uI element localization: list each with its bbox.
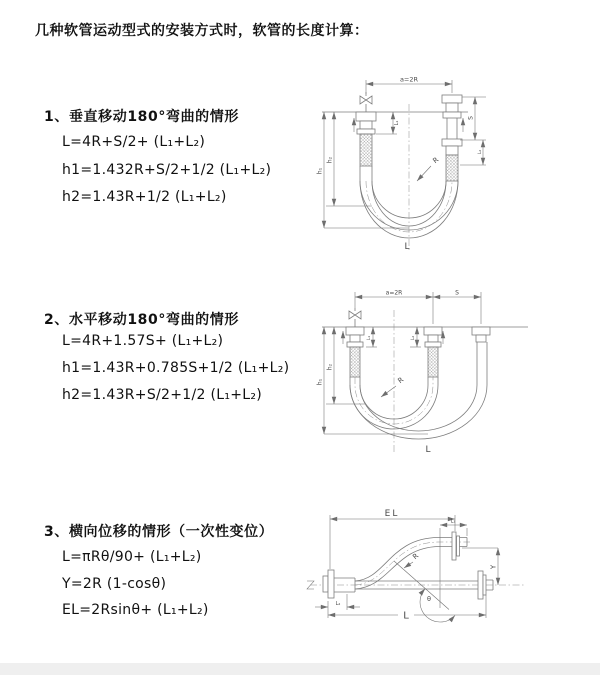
radius-leader [404,552,420,568]
label-r: R [431,155,441,166]
dimension-a2r [355,290,481,325]
label-s: S [455,289,459,297]
page-bottom-margin [0,663,600,675]
right-pipe-assembly [472,327,490,352]
left-pipe-assembly [346,327,364,377]
dimension-s [433,290,481,298]
braided-hose-section [446,155,458,181]
dimension-l2 [477,140,483,165]
dimension-l1 [376,112,400,134]
label-r: R [411,551,421,562]
label-l2: L₂ [335,601,341,607]
label-l-bottom: L [404,242,410,252]
section-3-formula-2: Y=2R (1-cosθ) [62,576,167,592]
dimension-l2 [315,594,360,610]
dimension-l2 [410,327,421,347]
page-title: 几种软管运动型式的安装方式时，软管的长度计算： [35,23,369,39]
section-3-formula-3: EL=2Rsinθ+ (L₁+L₂) [62,602,209,618]
section-2-heading: 2、水平移动180°弯曲的情形 [44,312,239,328]
label-r: R [396,375,406,386]
dimension-h1 [317,327,429,434]
label-s: S [467,116,475,120]
label-theta: θ [427,595,431,603]
label-h1: h₁ [316,167,324,175]
valve-icon [360,92,372,112]
valve-icon [349,308,361,327]
braided-hose-section [360,134,372,166]
label-h1: h₁ [316,378,324,386]
left-pipe-assembly [356,112,376,166]
radius-leader [381,376,405,397]
left-flange-assembly [323,570,355,598]
section-1-heading: 1、垂直移动180°弯曲的情形 [44,109,239,125]
section-3-formula-1: L=πRθ/90+ (L₁+L₂) [62,549,202,565]
section-1-formula-2: h1=1.432R+S/2+1/2 (L₁+L₂) [62,162,272,178]
dimension-l [328,595,486,622]
label-l2: L₂ [478,149,483,155]
braided-hose-section [350,347,360,377]
section-1-formula-3: h2=1.43R+1/2 (L₁+L₂) [62,189,227,205]
section-2-formula-3: h2=1.43R+S/2+1/2 (L₁+L₂) [62,387,263,403]
label-l-bottom: L [425,445,431,455]
braided-hose-section [428,347,438,377]
radius-leader [417,156,440,181]
dimension-a2r [366,76,452,95]
label-a2r: a=2R [399,75,419,84]
dimension-l1 [366,327,377,347]
diagram-vertical-180-bend [310,68,540,258]
u-bend-hose-position-2 [350,352,487,439]
label-h2: h₂ [326,363,334,371]
label-h2: h₂ [326,156,334,164]
label-l1: L₁ [394,120,400,126]
middle-pipe-assembly [424,327,442,377]
label-l: L [403,610,409,622]
dimension-el [330,509,455,569]
label-el: EL [384,509,400,519]
section-2-formula-1: L=4R+1.57S+ (L₁+L₂) [62,333,224,349]
label-l2: L₂ [411,335,416,341]
label-y: Y [489,564,498,570]
section-1-formula-1: L=4R+S/2+ (L₁+L₂) [62,134,206,150]
right-pipe-assembly [442,95,462,181]
label-l1: L₁ [450,518,456,525]
diagram-horizontal-180-bend [310,282,560,462]
label-a2r: a=2R [385,289,403,297]
diagram-lateral-displacement [298,505,563,650]
label-l1: L₁ [367,335,372,341]
upper-flange-assembly [452,532,467,560]
section-3-heading: 3、横向位移的情形（一次性变位） [44,524,274,540]
section-2-formula-2: h1=1.43R+0.785S+1/2 (L₁+L₂) [62,360,290,376]
